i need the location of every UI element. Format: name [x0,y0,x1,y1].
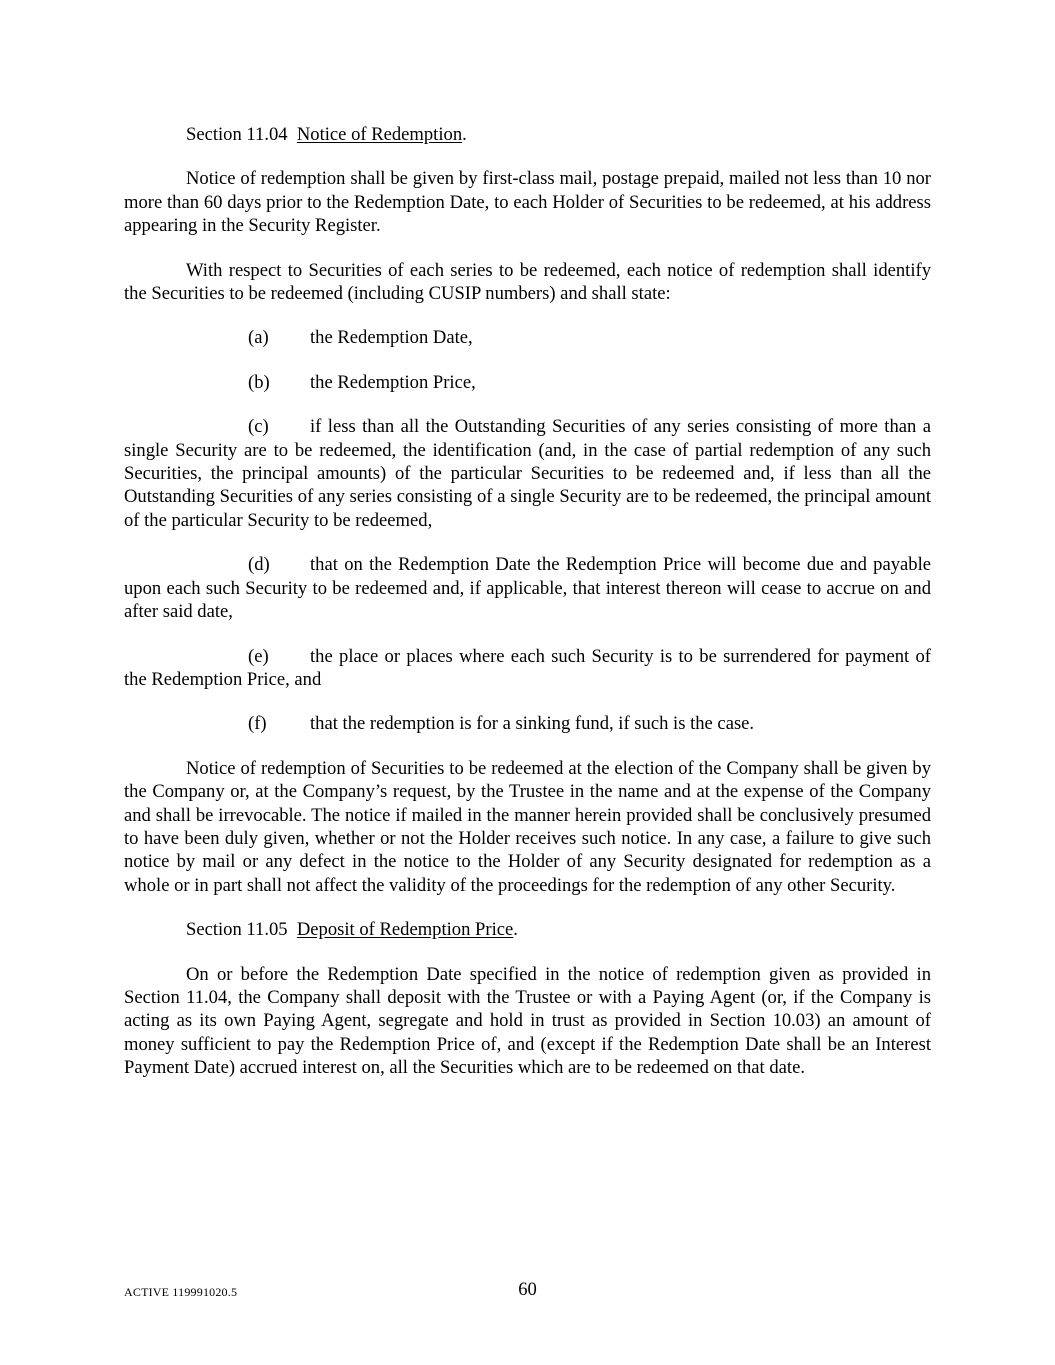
footer-document-id: ACTIVE 119991020.5 [124,1285,238,1299]
list-item-label: (c) [248,416,269,438]
list-item-d [124,553,931,623]
list-item-text: the Redemption Price, [310,371,476,393]
section-11-04-paragraph-3: Notice of redemption of Securities to be redeemed at the election of the Company shall be given by the Company or, at the Company’s request, by the Trustee in the name and at the expense of the Company and shall be irrevocable. The notice if mailed in the manner herein provided shall be conclusively presumed to have been duly given, whether or not the Holder receives such notice. In any case, a failure to give such notice by mail or any defect in the notice to the Holder of any Security designated for redemption as a whole or in part shall not affect the validity of the proceedings for the redemption of any other Security. [124,757,931,896]
list-item-e [124,645,931,692]
list-item-a [124,326,931,349]
page-body [124,123,931,1101]
list-item-label: (d) [248,554,270,576]
section-11-05-number: Section 11.05 [186,919,288,941]
list-item-label: (f) [248,713,267,735]
list-item-text: that the redemption is for a sinking fund, if such is the case. [310,713,755,735]
list-item-text: that on the Redemption Date the Redemption Price will become due and payable upon each such Security to be redeemed and, if applicable, that interest thereon will cease to accrue on and after said date, [124,554,931,623]
list-item-text: if less than all the Outstanding Securities of any series consisting of more than a single Security are to be redeemed, the identification (and, in the case of partial redemption of any such Securities, the principal amounts) of the particular Securities to be redeemed and, if less than all the Outstanding Securities of any series consisting of a single Security are to be redeemed, the principal amount of the particular Security to be redeemed, [124,416,931,531]
section-11-05-heading: Section 11.05 Deposit of Redemption Price. [186,919,518,941]
footer-page-number: 60 [518,1279,537,1300]
section-11-04-title: Notice of Redemption [296,124,463,145]
list-item-c [124,415,931,532]
section-11-04-heading: Section 11.04 Notice of Redemption. [186,124,467,145]
list-item-b [124,371,931,394]
section-11-04-paragraph-1: Notice of redemption shall be given by first-class mail, postage prepaid, mailed not less than 10 nor more than 60 days prior to the Redemption Date, to each Holder of Securities to be redeemed, at his address appearing in the Security Register. [124,168,931,237]
list-item-label: (e) [248,645,269,667]
section-11-04-number: Section 11.04 [186,124,288,145]
section-11-04-paragraph-2: With respect to Securities of each series to be redeemed, each notice of redemption shall identify the Securities to be redeemed (including CUSIP numbers) and shall state: [124,259,931,305]
section-11-05-paragraph-1: On or before the Redemption Date specified in the notice of redemption given as provided in Section 11.04, the Company shall deposit with the Trustee or with a Paying Agent (or, if the Company is acting as its own Paying Agent, segregate and hold in trust as provided in Section 10.03) an amount of money sufficient to pay the Redemption Price of, and (except if the Redemption Date shall be an Interest Payment Date) accrued interest on, all the Securities which are to be redeemed on that date. [124,963,931,1079]
list-item-label: (a) [248,327,269,349]
list-item-text: the Redemption Date, [310,327,473,349]
list-item-label: (b) [248,371,270,393]
list-item-text: the place or places where each such Security is to be surrendered for payment of the Redemption Price, and [124,645,931,690]
section-11-05-title: Deposit of Redemption Price [296,919,514,941]
list-item-f [124,712,931,735]
